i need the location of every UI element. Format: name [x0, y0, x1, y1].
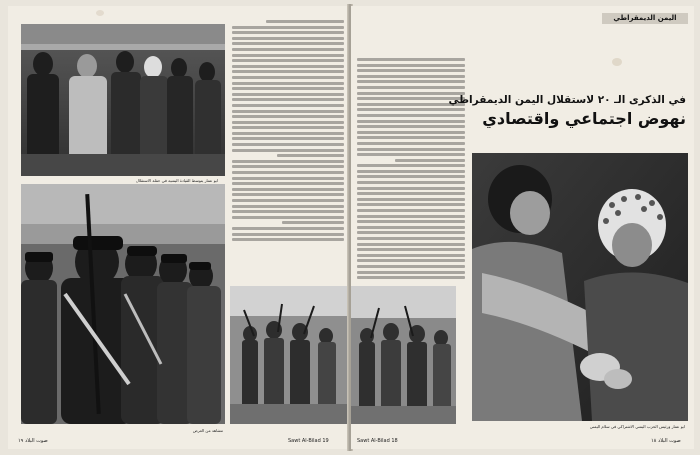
photo-arafat-greeting-image — [472, 153, 688, 421]
caption-photo-soldiers: مشاهد من العرض — [192, 428, 223, 433]
paper-spot — [96, 10, 104, 16]
footer-right-arabic: صوت البلاد ١٨ — [651, 438, 681, 444]
footer-right-latin: Sawt Al-Bilad 18 — [357, 438, 398, 444]
photo-crowd-march-right-image — [351, 286, 456, 424]
left-page — [8, 6, 350, 449]
photo-crowd-march-right — [351, 286, 456, 424]
photo-arafat-greeting — [472, 153, 688, 421]
headline-kicker: في الذكرى الـ ٢٠ لاستقلال اليمن الديمقراطي — [448, 94, 686, 106]
footer-left-arabic: صوت البلاد ١٩ — [18, 438, 48, 444]
photo-leaders-stage-image — [21, 24, 225, 176]
caption-photo-top: ابو عمار يتوسط القيادة اليمنية في حفلة الاستقلال — [135, 178, 218, 183]
article-text-left-page — [232, 20, 344, 242]
article-text-right-page — [357, 58, 465, 282]
photo-leaders-stage — [21, 24, 225, 176]
photo-crowd-march-image — [230, 286, 348, 424]
caption-photo-arafat: ابو عمار ورئيس الحزب اليمني الاشتراكي في سلام اليمني — [589, 424, 685, 429]
headline-title: نهوض اجتماعي واقتصادي — [482, 109, 686, 128]
photo-soldiers-parade-image — [21, 184, 225, 424]
photo-crowd-march — [230, 286, 348, 424]
photo-soldiers-parade — [21, 184, 225, 424]
footer-left-latin: Sawt Al-Bilad 19 — [288, 438, 329, 444]
section-label: اليمن الديمقراطي — [602, 13, 688, 24]
paper-spot — [612, 58, 622, 66]
right-page — [351, 6, 694, 449]
